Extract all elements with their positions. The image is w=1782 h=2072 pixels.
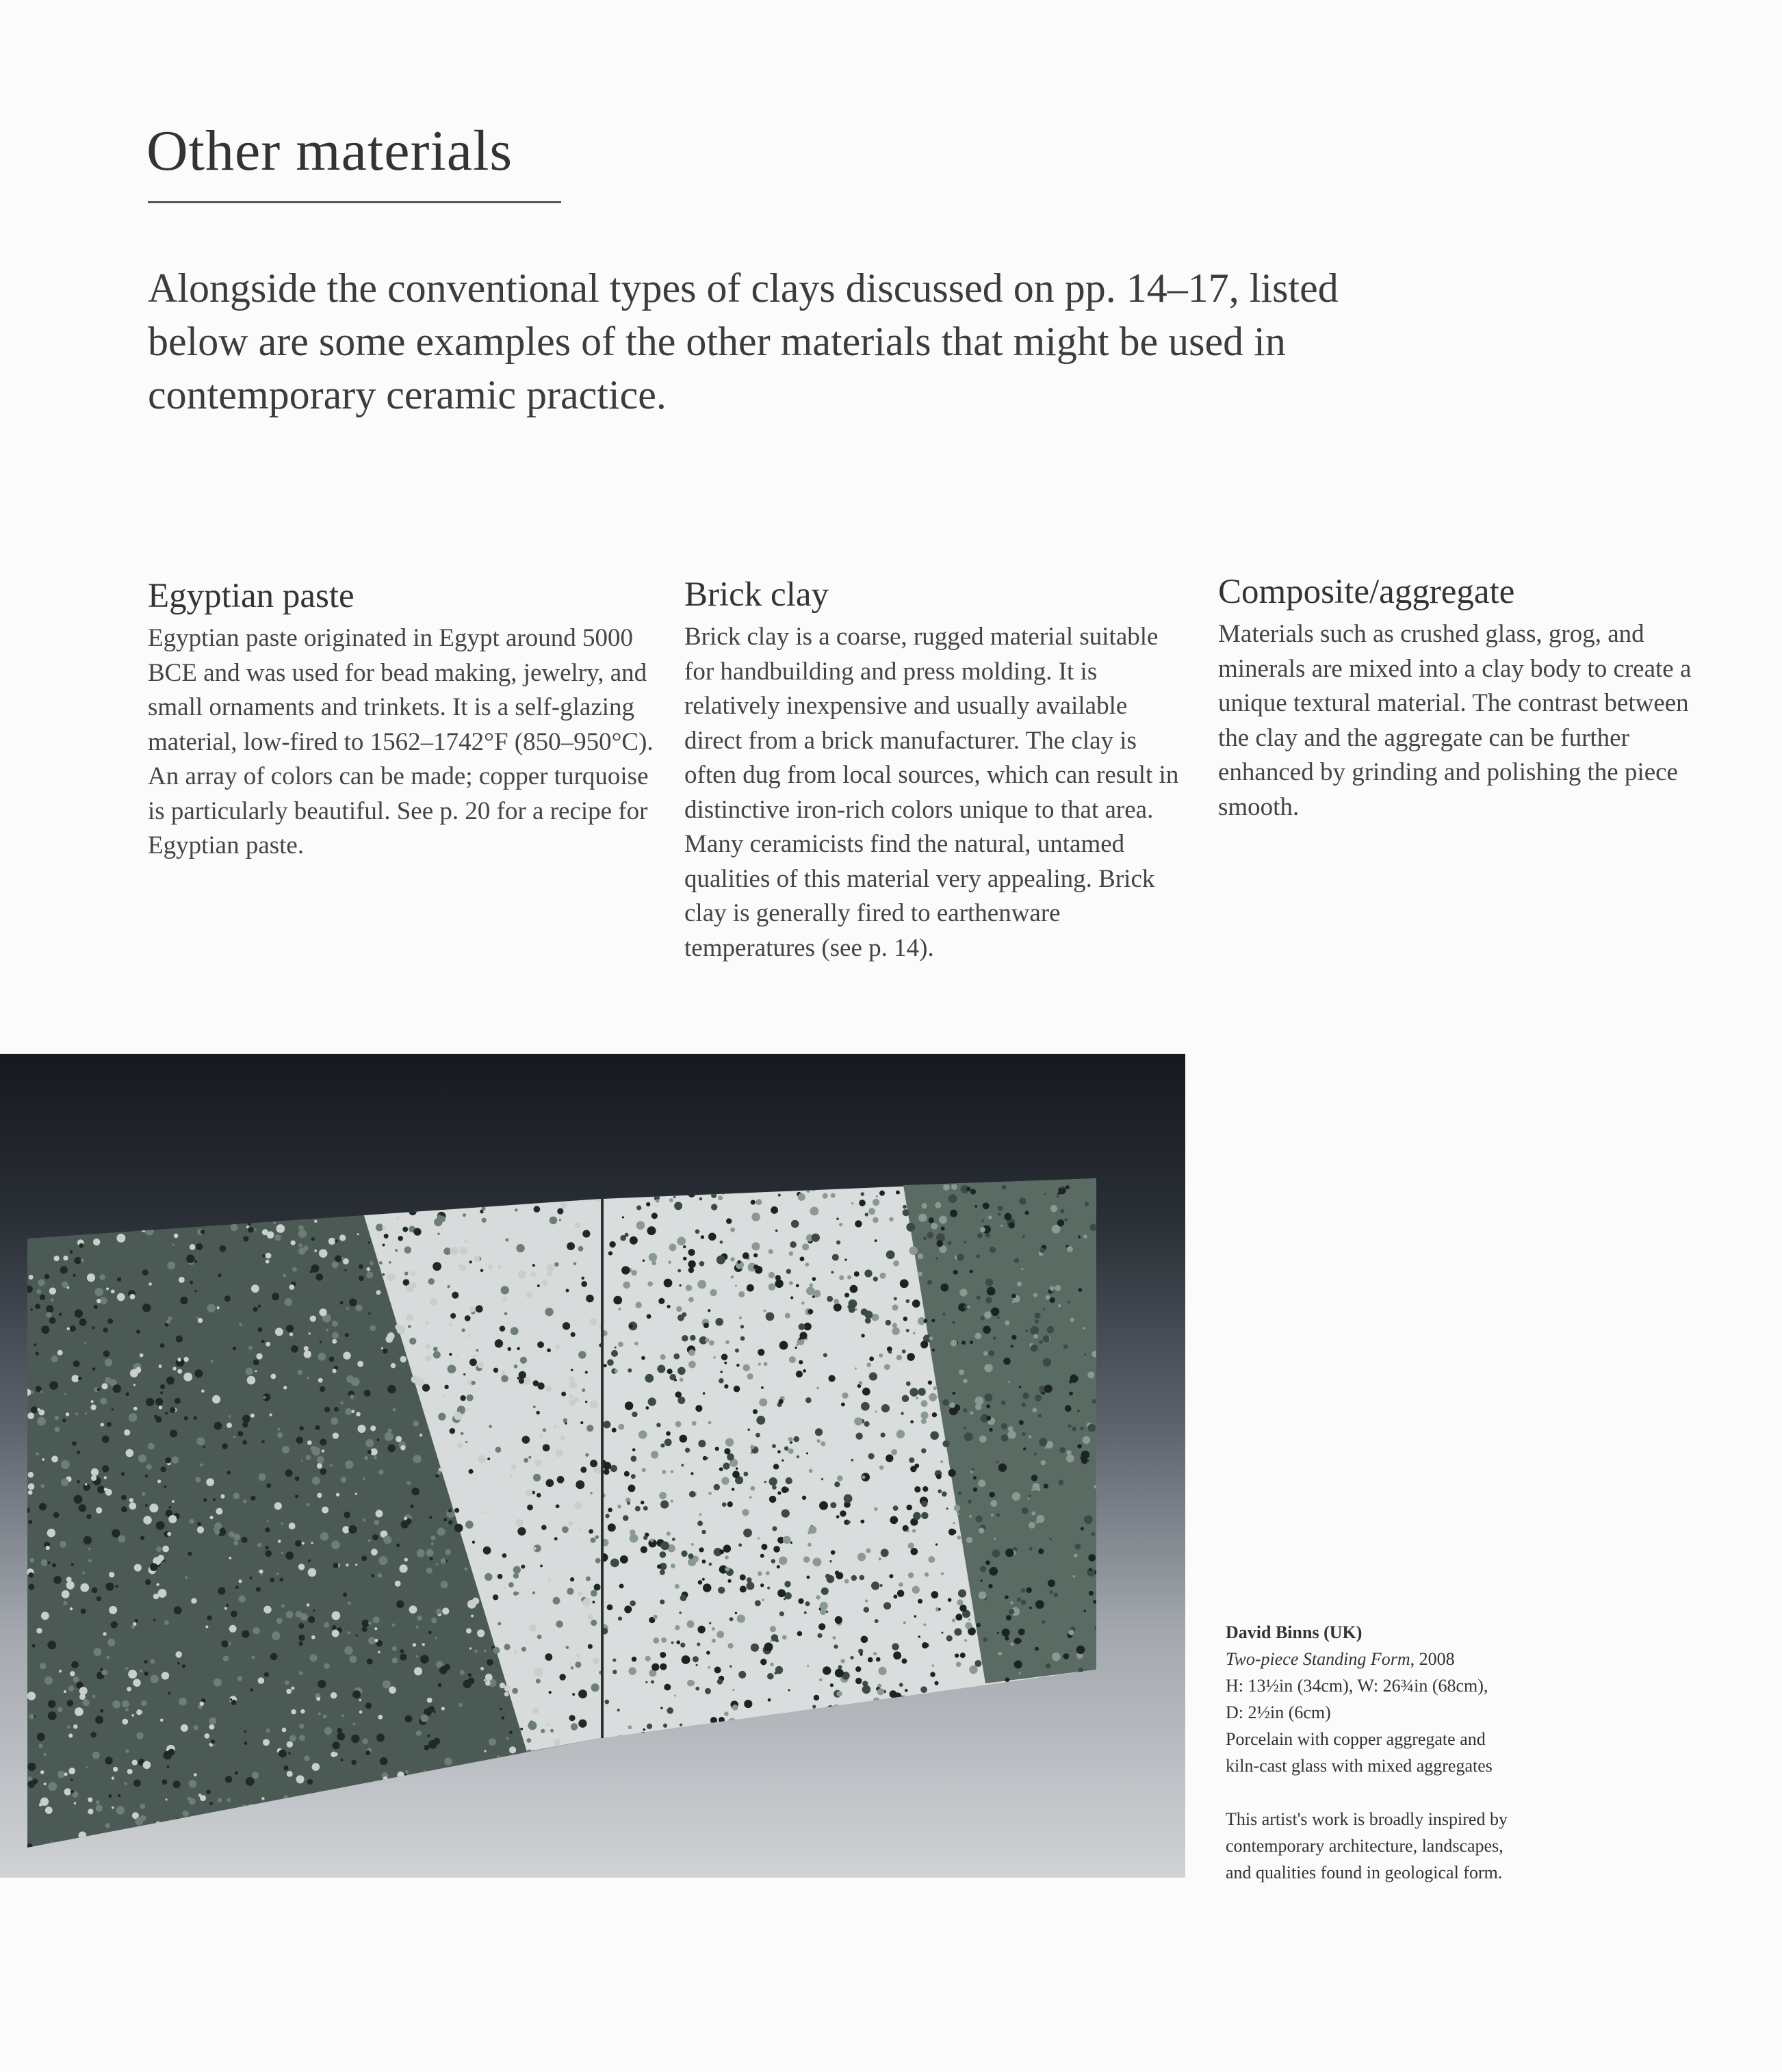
- artwork-photo: [0, 1054, 1185, 1878]
- section-body: Brick clay is a coarse, rugged material suitable for handbuilding and press molding. It is relatively inexpensive and usually available direct from a brick manufacturer. The clay is often dug from local sources, which can result in distinctive iron-rich colors unique to that area. Many ceramicists find the natural, untamed qualities of this material very appealing. Brick clay is generally fired to earthenware temperatures (see p. 14).: [684, 623, 1179, 962]
- caption-year: , 2008: [1410, 1649, 1455, 1669]
- caption-dimensions: H: 13½in (34cm), W: 26¾in (68cm),: [1226, 1676, 1488, 1696]
- photo-caption: [1226, 1619, 1609, 1886]
- intro-text: Alongside the conventional types of clays discussed on pp. 14–17, listed below are some examples of the other materials that might be used in contemporary ceramic practice.: [148, 266, 1339, 417]
- section-brick-clay: [684, 572, 1191, 966]
- caption-note: and qualities found in geological form.: [1226, 1863, 1503, 1882]
- caption-artist: David Binns (UK): [1226, 1622, 1363, 1642]
- section-egyptian-paste: [148, 573, 654, 864]
- caption-material: Porcelain with copper aggregate and: [1226, 1729, 1486, 1749]
- section-heading: Composite/aggregate: [1218, 573, 1515, 611]
- standing-form-illustration: [0, 1054, 1185, 1878]
- section-composite-aggregate: [1218, 569, 1711, 825]
- caption-material: kiln-cast glass with mixed aggregates: [1226, 1756, 1493, 1776]
- caption-dimensions: D: 2½in (6cm): [1226, 1702, 1331, 1722]
- section-body: Materials such as crushed glass, grog, and minerals are mixed into a clay body to create a unique textural material. The contrast between the clay and the aggregate can be further enhanced by grinding and polishing the piece smooth.: [1218, 620, 1692, 821]
- section-heading: Egyptian paste: [148, 577, 354, 615]
- section-heading: Brick clay: [684, 575, 829, 614]
- section-body: Egyptian paste originated in Egypt around 5000 BCE and was used for bead making, jewelry, and small ornaments and trinkets. It is a self-glazing material, low-fired to 1562–1742°F (850–950°C). An array of colors can be made; copper turquoise is particularly beautiful. See p. 20 for a recipe for Egyptian paste.: [148, 624, 654, 859]
- caption-work-title: Two-piece Standing Form: [1226, 1649, 1410, 1669]
- caption-note: contemporary architecture, landscapes,: [1226, 1836, 1503, 1856]
- title-divider: [148, 201, 561, 203]
- page-title: Other materials: [146, 119, 513, 183]
- caption-note: This artist's work is broadly inspired by: [1226, 1809, 1508, 1829]
